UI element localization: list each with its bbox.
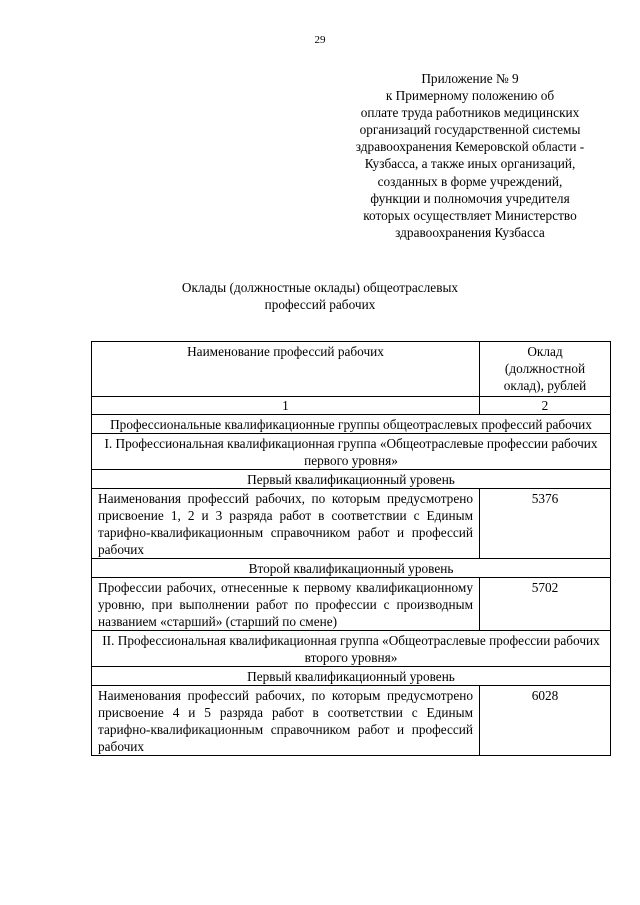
group-1-level-1-title: Первый квалификационный уровень	[92, 470, 611, 489]
group-1-level-1-description: Наименования профессий рабочих, по которым предусмотрено присвоение 1, 2 и 3 разряда работ в соответствии с Единым тарифно-квалификационным справочником работ и профессий рабочих	[92, 489, 480, 559]
appendix-line: функции и полномочия учредителя	[370, 190, 570, 206]
group-1-level-2-description: Профессии рабочих, отнесенные к первому квалификационному уровню, при выполнении работ по профессии с производным названием «старший» (старший по смене)	[92, 578, 480, 631]
appendix-line: которых осуществляет Министерство	[363, 207, 577, 223]
group-1-title: I. Профессиональная квалификационная группа «Общеотраслевые профессии рабочих первого уровня»	[92, 434, 611, 470]
appendix-line: Кузбасса, а также иных организаций,	[364, 156, 576, 172]
group-2-level-1-title: Первый квалификационный уровень	[92, 667, 611, 686]
appendix-line: здравоохранения Кузбасса	[395, 224, 545, 240]
document-title-line-1: Оклады (должностные оклады) общеотраслевых	[181, 280, 459, 295]
document-title	[0, 279, 640, 313]
appendix-line: к Примерному положению об	[385, 88, 555, 104]
group-1-level-2-salary: 5702	[480, 578, 611, 631]
table-header-row	[92, 342, 611, 397]
document-title-line-2: профессий рабочих	[264, 297, 376, 312]
appendix-line: здравоохранения Кемеровской области -	[355, 139, 585, 155]
table-row	[92, 686, 611, 756]
header-salary: Оклад (должностной оклад), рублей	[480, 342, 611, 397]
salary-table	[91, 341, 611, 756]
section-title: Профессиональные квалификационные группы общеотраслевых профессий рабочих	[92, 415, 611, 434]
group-2-title: II. Профессиональная квалификационная группа «Общеотраслевые профессии рабочих второго уровня»	[92, 631, 611, 667]
page-number: 29	[314, 34, 326, 46]
group-1-level-2-title: Второй квалификационный уровень	[92, 559, 611, 578]
group-2-level-1-salary: 6028	[480, 686, 611, 756]
column-number-2: 2	[480, 397, 611, 415]
group-row	[92, 631, 611, 667]
appendix-line: созданных в форме учреждений,	[377, 173, 563, 189]
level-row	[92, 667, 611, 686]
level-row	[92, 470, 611, 489]
group-row	[92, 434, 611, 470]
appendix-header	[300, 70, 640, 241]
appendix-line: оплате труда работников медицинских	[360, 105, 580, 121]
level-row	[92, 559, 611, 578]
table-row	[92, 489, 611, 559]
appendix-line: Приложение № 9	[421, 71, 519, 86]
section-title-row	[92, 415, 611, 434]
header-profession-name: Наименование профессий рабочих	[92, 342, 480, 397]
column-number-1: 1	[92, 397, 480, 415]
group-1-level-1-salary: 5376	[480, 489, 611, 559]
appendix-line: организаций государственной системы	[359, 122, 581, 138]
group-2-level-1-description: Наименования профессий рабочих, по которым предусмотрено присвоение 4 и 5 разряда работ в соответствии с Единым тарифно-квалификационным справочником работ и профессий рабочих	[92, 686, 480, 756]
table-row	[92, 578, 611, 631]
column-number-row	[92, 397, 611, 415]
